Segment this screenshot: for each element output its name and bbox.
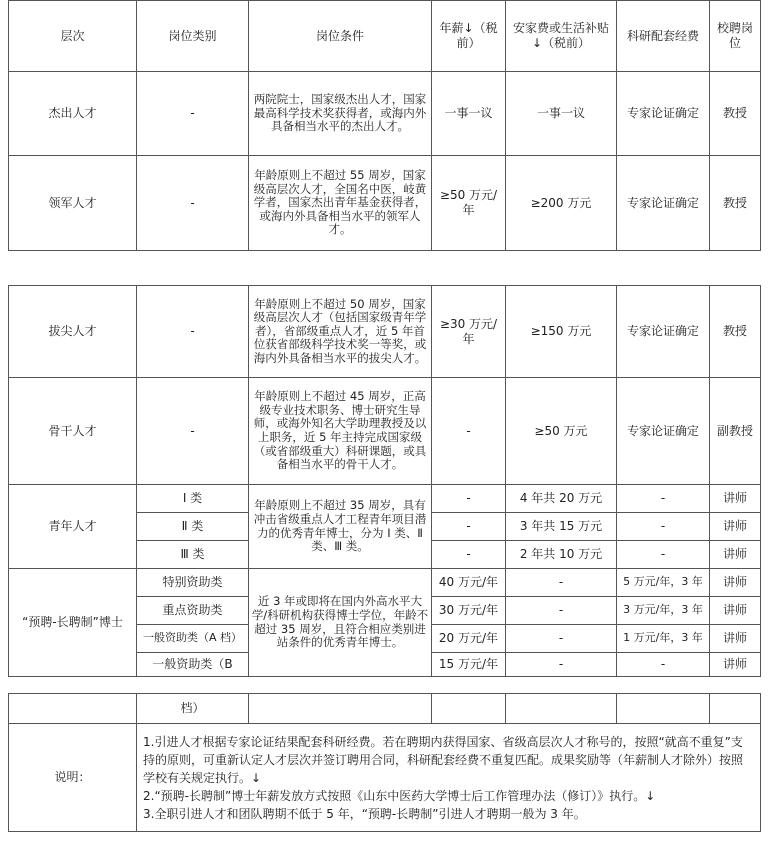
note-line-2: 2.“预聘-长聘制”博士年薪发放方式按照《山东中医药大学博士后工作管理办法（修订）》执行。↓ [143, 788, 656, 803]
position-cell: 教授 [710, 72, 761, 156]
salary-cell: - [432, 485, 506, 513]
salary-cell: 40 万元/年 [432, 569, 506, 597]
note-line-3: 3.全职引进人才和团队聘期不低于 5 年，“预聘-长聘制”引进人才聘期一般为 3 年。 [143, 806, 586, 821]
research-cell: - [617, 485, 710, 513]
category-cell: Ⅰ 类 [137, 485, 249, 513]
settle-cell [506, 694, 617, 724]
level-cell: 骨干人才 [9, 378, 137, 485]
talent-table-part3 [8, 693, 761, 832]
position-cell: 讲师 [710, 541, 761, 569]
research-cell: 5 万元/年，3 年 [617, 569, 710, 597]
level-cell: “预聘-长聘制”博士 [9, 569, 137, 677]
header-settle: 安家费或生活补贴↓（税前） [506, 1, 617, 72]
conditions-cell [249, 694, 432, 724]
category-cell: - [137, 156, 249, 251]
salary-cell: 20 万元/年 [432, 625, 506, 653]
header-category: 岗位类别 [137, 1, 249, 72]
conditions-cell: 近 3 年或即将在国内外高水平大学/科研机构获得博士学位，年龄不超过 35 周岁，且符合相应类别进站条件的优秀青年博士。 [249, 569, 432, 677]
category-cell: Ⅲ 类 [137, 541, 249, 569]
talent-table-part1 [8, 0, 761, 251]
table-row [9, 378, 761, 485]
header-salary: 年薪↓（税前） [432, 1, 506, 72]
category-cell: Ⅱ 类 [137, 513, 249, 541]
level-cell: 拔尖人才 [9, 286, 137, 378]
position-cell: 副教授 [710, 378, 761, 485]
level-cell [9, 694, 137, 724]
salary-cell [432, 694, 506, 724]
position-cell [710, 694, 761, 724]
category-cell: 重点资助类 [137, 597, 249, 625]
conditions-cell: 两院院士，国家级杰出人才，国家最高科学技术奖获得者，或海内外具备相当水平的杰出人才。 [249, 72, 432, 156]
research-cell: 专家论证确定 [617, 378, 710, 485]
talent-table-part2 [8, 285, 761, 677]
position-cell: 讲师 [710, 625, 761, 653]
position-cell: 讲师 [710, 513, 761, 541]
note-line-1: 1.引进人才根据专家论证结果配套科研经费。若在聘期内获得国家、省级高层次人才称号的，按照“就高不重复”支持的原则，可重新认定人才层次并签订聘用合同，科研配套经费不重复匹配。成果奖励等（年薪制人才除外）按照学校有关规定执行。↓ [143, 734, 744, 785]
category-cell: 一般资助类（A 档） [137, 625, 249, 653]
research-cell: 1 万元/年，3 年 [617, 625, 710, 653]
salary-cell: - [432, 541, 506, 569]
table-header-row [9, 1, 761, 72]
settle-cell: - [506, 625, 617, 653]
salary-cell: ≥50 万元/年 [432, 156, 506, 251]
category-cell: - [137, 378, 249, 485]
position-cell: 讲师 [710, 569, 761, 597]
note-text [137, 724, 761, 832]
salary-cell: - [432, 513, 506, 541]
note-label: 说明： [9, 724, 137, 832]
table-row [9, 694, 761, 724]
header-research: 科研配套经费 [617, 1, 710, 72]
position-cell: 讲师 [710, 653, 761, 677]
position-cell: 讲师 [710, 597, 761, 625]
table-row [9, 286, 761, 378]
header-position: 校聘岗位 [710, 1, 761, 72]
salary-cell: ≥30 万元/年 [432, 286, 506, 378]
position-cell: 教授 [710, 156, 761, 251]
table-row [9, 485, 761, 513]
research-cell: 专家论证确定 [617, 156, 710, 251]
research-cell [617, 694, 710, 724]
settle-cell: 2 年共 10 万元 [506, 541, 617, 569]
category-cell: - [137, 72, 249, 156]
research-cell: - [617, 541, 710, 569]
research-cell: 专家论证确定 [617, 72, 710, 156]
settle-cell: - [506, 653, 617, 677]
settle-cell: 3 年共 15 万元 [506, 513, 617, 541]
salary-cell: 15 万元/年 [432, 653, 506, 677]
category-cell: - [137, 286, 249, 378]
conditions-cell: 年龄原则上不超过 50 周岁，国家级高层次人才（包括国家级青年学者），省部级重点人才，近 5 年首位获省部级科学技术奖一等奖，或海内外具备相当水平的拔尖人才。 [249, 286, 432, 378]
table-row [9, 72, 761, 156]
conditions-cell: 年龄原则上不超过 45 周岁，正高级专业技术职务、博士研究生导师，或海外知名大学助理教授及以上职务，近 5 年主持完成国家级（或省部级重大）科研课题，或具备相当水平的骨干人才。 [249, 378, 432, 485]
level-cell: 杰出人才 [9, 72, 137, 156]
salary-cell: 一事一议 [432, 72, 506, 156]
research-cell: - [617, 513, 710, 541]
conditions-cell: 年龄原则上不超过 35 周岁，具有冲击省级重点人才工程青年项目潜力的优秀青年博士，分为 Ⅰ 类、Ⅱ 类、Ⅲ 类。 [249, 485, 432, 569]
level-cell: 青年人才 [9, 485, 137, 569]
level-cell: 领军人才 [9, 156, 137, 251]
note-row [9, 724, 761, 832]
table-row [9, 569, 761, 597]
position-cell: 讲师 [710, 485, 761, 513]
category-cell: 特别资助类 [137, 569, 249, 597]
settle-cell: ≥150 万元 [506, 286, 617, 378]
research-cell: - [617, 653, 710, 677]
header-conditions: 岗位条件 [249, 1, 432, 72]
salary-cell: - [432, 378, 506, 485]
settle-cell: 一事一议 [506, 72, 617, 156]
research-cell: 3 万元/年，3 年 [617, 597, 710, 625]
salary-cell: 30 万元/年 [432, 597, 506, 625]
settle-cell: - [506, 569, 617, 597]
table-row [9, 156, 761, 251]
settle-cell: ≥200 万元 [506, 156, 617, 251]
category-cell: 档） [137, 694, 249, 724]
position-cell: 教授 [710, 286, 761, 378]
header-level: 层次 [9, 1, 137, 72]
settle-cell: - [506, 597, 617, 625]
settle-cell: ≥50 万元 [506, 378, 617, 485]
conditions-cell: 年龄原则上不超过 55 周岁，国家级高层次人才，全国名中医，岐黄学者，国家杰出青年基金获得者，或海内外具备相当水平的领军人才。 [249, 156, 432, 251]
category-cell: 一般资助类（B [137, 653, 249, 677]
settle-cell: 4 年共 20 万元 [506, 485, 617, 513]
research-cell: 专家论证确定 [617, 286, 710, 378]
